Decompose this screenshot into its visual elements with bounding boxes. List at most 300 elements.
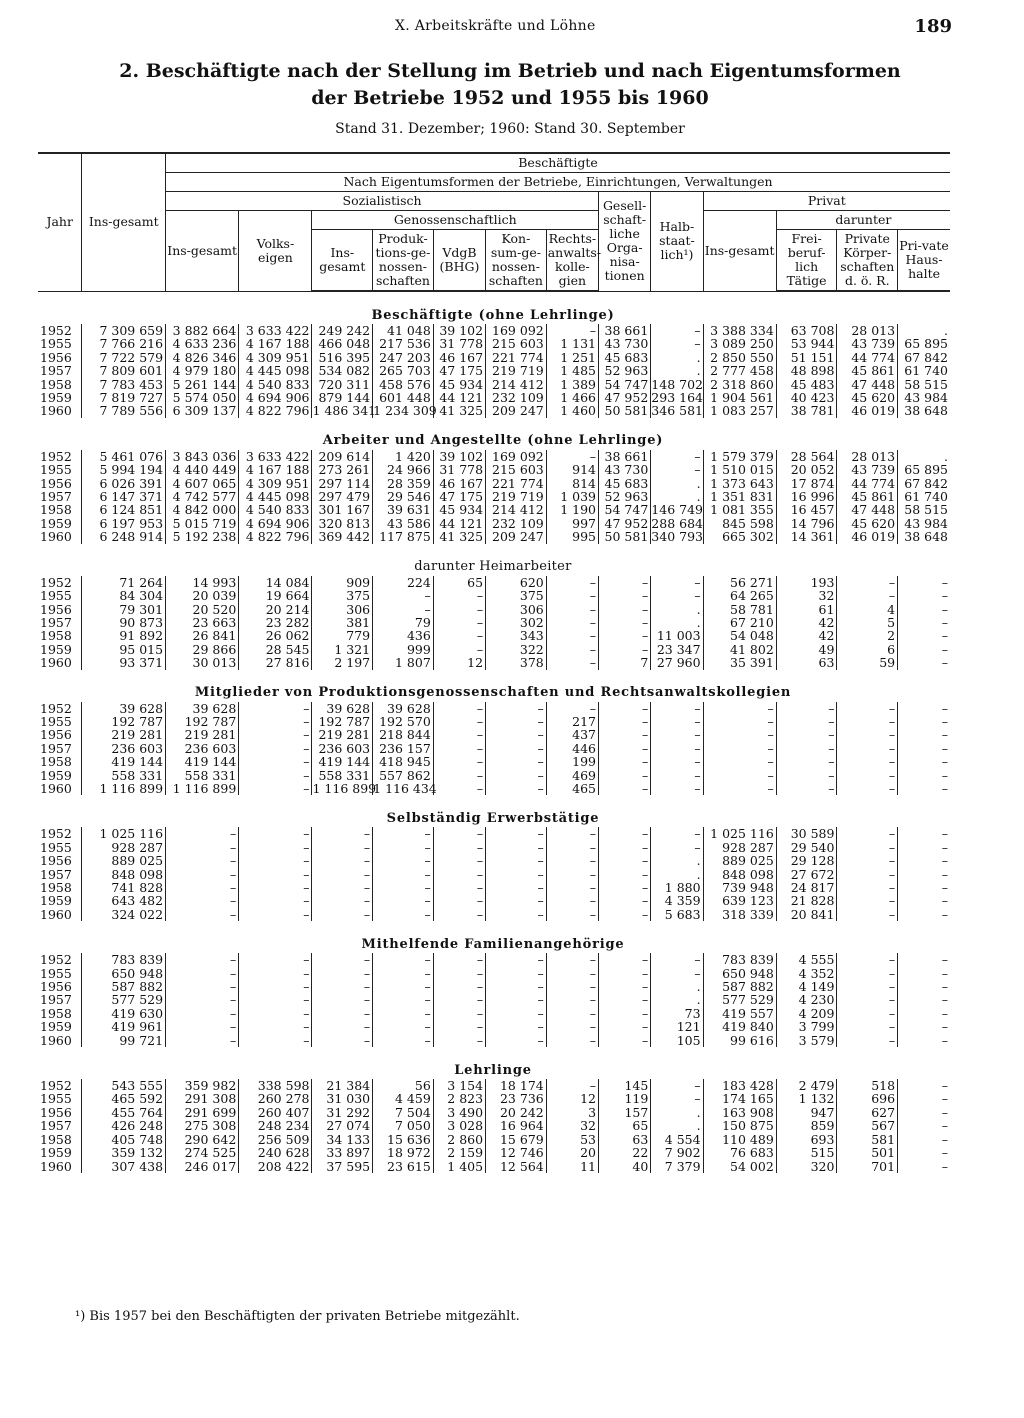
value-cell: 39 631	[373, 503, 434, 516]
value-cell: –	[898, 868, 950, 881]
year-cell: 1957	[40, 866, 72, 882]
value-cell: –	[166, 881, 239, 894]
value-cell: –	[239, 908, 312, 921]
value-cell: –	[239, 782, 312, 795]
value-cell: 3 579	[776, 1034, 837, 1047]
value-cell: 291 308	[166, 1092, 239, 1105]
value-cell: 275 308	[166, 1119, 239, 1132]
value-cell: 11 003	[651, 629, 703, 642]
value-cell: –	[898, 1079, 950, 1092]
section-title: Selbständig Erwerbstätige	[386, 810, 600, 826]
value-cell: –	[486, 755, 547, 768]
value-cell: 90 873	[82, 616, 166, 629]
value-cell: –	[433, 894, 485, 907]
value-cell: 31 292	[312, 1106, 373, 1119]
value-cell: 848 098	[703, 868, 776, 881]
value-cell: –	[486, 841, 547, 854]
value-cell: 7 766 216	[82, 337, 166, 350]
value-cell: 163 908	[703, 1106, 776, 1119]
value-cell: –	[239, 980, 312, 993]
value-cell: –	[599, 629, 651, 642]
value-cell: 64 265	[703, 589, 776, 602]
value-cell: 1 116 899	[166, 782, 239, 795]
value-cell: –	[486, 728, 547, 741]
value-cell: –	[373, 1020, 434, 1033]
value-cell: –	[837, 769, 898, 782]
value-cell: 221 774	[486, 477, 547, 490]
value-cell: 20 242	[486, 1106, 547, 1119]
value-cell: –	[312, 894, 373, 907]
value-cell: 7 902	[651, 1146, 703, 1159]
value-cell: 426 248	[82, 1119, 166, 1132]
value-cell: 65	[599, 1119, 651, 1132]
value-cell: 4 209	[776, 1007, 837, 1020]
value-cell: –	[599, 854, 651, 867]
value-cell: 2 159	[433, 1146, 485, 1159]
value-cell: –	[776, 702, 837, 715]
table-row	[38, 1034, 950, 1047]
value-cell: –	[312, 1020, 373, 1033]
year-cell: 1956	[40, 349, 72, 365]
value-cell: 199	[546, 755, 598, 768]
value-cell: –	[373, 854, 434, 867]
value-cell: 1 807	[373, 656, 434, 669]
value-cell: .	[651, 603, 703, 616]
value-cell: 291 699	[166, 1106, 239, 1119]
value-cell: –	[837, 589, 898, 602]
value-cell: 378	[486, 656, 547, 669]
year-cell: 1956	[40, 1104, 72, 1120]
value-cell: 45 934	[433, 378, 485, 391]
section-title: Mitglieder von Produktionsgenossenschaften und Rechtsanwaltskollegien	[194, 685, 792, 701]
value-cell: 515	[776, 1146, 837, 1159]
value-cell: –	[433, 603, 485, 616]
head-beschaeftigte: Beschäftigte	[166, 153, 950, 173]
value-cell: 741 828	[82, 881, 166, 894]
value-cell: 209 614	[312, 450, 373, 463]
value-cell: 43 984	[898, 517, 950, 530]
value-cell: –	[898, 702, 950, 715]
value-cell: 47 448	[837, 503, 898, 516]
value-cell: –	[599, 953, 651, 966]
value-cell: 4 822 796	[239, 530, 312, 543]
value-cell: 7 783 453	[82, 378, 166, 391]
value-cell: 914	[546, 463, 598, 476]
year-cell: 1956	[40, 979, 72, 995]
value-cell: 465 592	[82, 1092, 166, 1105]
value-cell: 338 598	[239, 1079, 312, 1092]
value-cell: 5 461 076	[82, 450, 166, 463]
value-cell: 419 144	[312, 755, 373, 768]
value-cell: 324 022	[82, 908, 166, 921]
table-row	[38, 490, 950, 503]
table-row	[38, 782, 950, 795]
value-cell: –	[599, 728, 651, 741]
value-cell: 219 281	[166, 728, 239, 741]
value-cell: 45 620	[837, 391, 898, 404]
value-cell: –	[546, 656, 598, 669]
value-cell: –	[373, 868, 434, 881]
value-cell: 192 787	[82, 715, 166, 728]
value-cell: –	[433, 616, 485, 629]
head-priv-insgesamt: Ins-gesamt	[703, 211, 776, 292]
value-cell: –	[312, 967, 373, 980]
value-cell: –	[898, 854, 950, 867]
value-cell: –	[166, 953, 239, 966]
value-cell: 39 628	[373, 702, 434, 715]
value-cell: 30 589	[776, 827, 837, 840]
value-cell: –	[433, 967, 485, 980]
value-cell: –	[599, 881, 651, 894]
value-cell: 240 628	[239, 1146, 312, 1159]
value-cell: 53 944	[776, 337, 837, 350]
section-heading-row	[38, 1047, 950, 1079]
value-cell: 232 109	[486, 517, 547, 530]
section-heading-row	[38, 670, 950, 702]
table-row	[38, 769, 950, 782]
year-cell: 1958	[40, 628, 72, 644]
value-cell: 3	[546, 1106, 598, 1119]
value-cell: 43 586	[373, 517, 434, 530]
year-cell: 1956	[40, 853, 72, 869]
value-cell: 293 164	[651, 390, 703, 406]
value-cell: –	[433, 589, 485, 602]
value-cell: 67 842	[898, 477, 950, 490]
value-cell: 577 529	[703, 993, 776, 1006]
value-cell: 214 412	[486, 503, 547, 516]
value-cell: –	[373, 993, 434, 1006]
value-cell: –	[239, 755, 312, 768]
value-cell: 38 661	[599, 450, 651, 463]
value-cell: 2 197	[312, 656, 373, 669]
year-cell: 1959	[40, 641, 72, 657]
value-cell: 639 123	[703, 894, 776, 907]
value-cell: 41 325	[433, 530, 485, 543]
table-row	[38, 391, 950, 404]
value-cell: 45 861	[837, 490, 898, 503]
value-cell: 46 019	[837, 530, 898, 543]
page-header	[0, 18, 1024, 42]
value-cell: 117 875	[373, 530, 434, 543]
value-cell: 848 098	[82, 868, 166, 881]
value-cell: 419 557	[703, 1007, 776, 1020]
table-row	[38, 702, 950, 715]
value-cell: –	[651, 576, 703, 589]
value-cell: 67 210	[703, 616, 776, 629]
table-row	[38, 503, 950, 516]
value-cell: –	[373, 827, 434, 840]
value-cell: 1 904 561	[703, 391, 776, 404]
value-cell: –	[486, 881, 547, 894]
value-cell: 419 961	[82, 1020, 166, 1033]
value-cell: 1 486 341	[312, 403, 377, 419]
value-cell: –	[239, 868, 312, 881]
value-cell: –	[312, 908, 373, 921]
year-cell: 1957	[40, 992, 72, 1008]
value-cell: 4 445 098	[239, 364, 312, 377]
value-cell: 534 082	[312, 364, 373, 377]
value-cell: 4	[837, 603, 898, 616]
value-cell: 29 128	[776, 854, 837, 867]
value-cell: 4 359	[651, 894, 703, 907]
value-cell: 21 828	[776, 894, 837, 907]
value-cell: 73	[651, 1007, 703, 1020]
value-cell: 458 576	[373, 378, 434, 391]
table-row	[38, 894, 950, 907]
value-cell: –	[312, 827, 373, 840]
value-cell: 265 703	[373, 364, 434, 377]
value-cell: –	[239, 715, 312, 728]
value-cell: –	[546, 450, 598, 463]
value-cell: 41 802	[703, 643, 776, 656]
value-cell: –	[239, 769, 312, 782]
table-row	[38, 881, 950, 894]
value-cell: 219 719	[486, 364, 547, 377]
section-title: Lehrlinge	[454, 1062, 532, 1078]
table-subtitle: Stand 31. Dezember; 1960: Stand 30. September	[335, 121, 685, 137]
value-cell: 236 603	[166, 742, 239, 755]
value-cell: –	[312, 881, 373, 894]
value-cell: 59	[837, 656, 898, 669]
value-cell: 14 361	[776, 530, 837, 543]
section-heading-row	[38, 921, 950, 953]
value-cell: –	[312, 854, 373, 867]
year-cell: 1959	[40, 515, 72, 531]
section-title: Mithelfende Familienangehörige	[361, 936, 625, 952]
year-cell: 1955	[40, 588, 72, 604]
year-cell: 1956	[40, 475, 72, 491]
head-genossenschaftlich: Genossenschaftlich	[312, 211, 599, 230]
value-cell: –	[486, 980, 547, 993]
value-cell: 1 510 015	[703, 463, 776, 476]
value-cell: 47 448	[837, 378, 898, 391]
table-row	[38, 1119, 950, 1132]
value-cell: 43 730	[599, 337, 651, 350]
value-cell: 3 843 036	[166, 450, 239, 463]
value-cell: –	[546, 1020, 598, 1033]
head-gen-insgesamt: Ins-gesamt	[312, 230, 373, 292]
year-cell: 1959	[40, 767, 72, 783]
value-cell: 236 157	[373, 742, 434, 755]
value-cell: 558 331	[312, 769, 373, 782]
value-cell: 40 423	[776, 391, 837, 404]
value-cell: 45 683	[599, 477, 651, 490]
value-cell: 150 875	[703, 1119, 776, 1132]
employment-table	[38, 152, 950, 1173]
value-cell: 7 819 727	[82, 391, 166, 404]
table-title	[80, 58, 940, 112]
value-cell: 23 347	[651, 643, 703, 656]
value-cell: 814	[546, 477, 598, 490]
value-cell: 39 102	[433, 450, 485, 463]
value-cell: 71 264	[82, 576, 166, 589]
value-cell: 5 015 719	[166, 517, 239, 530]
value-cell: –	[433, 980, 485, 993]
value-cell: 5 574 050	[166, 391, 239, 404]
value-cell: 273 261	[312, 463, 373, 476]
value-cell: 54 747	[599, 503, 651, 516]
value-cell: 219 719	[486, 490, 547, 503]
value-cell: –	[651, 702, 703, 715]
value-cell: 1 025 116	[82, 827, 166, 840]
value-cell: –	[837, 1034, 898, 1047]
value-cell: 306	[312, 603, 373, 616]
year-cell: 1956	[40, 727, 72, 743]
value-cell: –	[546, 841, 598, 854]
value-cell: 643 482	[82, 894, 166, 907]
value-cell: 620	[486, 576, 547, 589]
value-cell: 65 895	[898, 463, 950, 476]
value-cell: 297 479	[312, 490, 373, 503]
value-cell: –	[239, 953, 312, 966]
table-body	[38, 291, 950, 1173]
value-cell: –	[239, 881, 312, 894]
value-cell: .	[651, 351, 703, 364]
value-cell: –	[546, 827, 598, 840]
table-head	[38, 153, 950, 291]
value-cell: –	[651, 337, 703, 350]
value-cell: 54 002	[703, 1160, 776, 1173]
value-cell: 84 304	[82, 589, 166, 602]
table-row	[38, 450, 950, 463]
value-cell: 260 278	[239, 1092, 312, 1105]
table-row	[38, 993, 950, 1006]
value-cell: 63	[776, 656, 837, 669]
value-cell: –	[166, 1020, 239, 1033]
value-cell: –	[546, 643, 598, 656]
value-cell: –	[898, 993, 950, 1006]
value-cell: 557 862	[373, 769, 434, 782]
value-cell: 54 048	[703, 629, 776, 642]
value-cell: –	[651, 782, 703, 795]
value-cell: 79	[373, 616, 434, 629]
value-cell: 909	[312, 576, 373, 589]
value-cell: 4 352	[776, 967, 837, 980]
value-cell: 693	[776, 1133, 837, 1146]
value-cell: 47 175	[433, 490, 485, 503]
value-cell: 31 778	[433, 337, 485, 350]
value-cell: 54 747	[599, 378, 651, 391]
value-cell: –	[599, 908, 651, 921]
value-cell: 38 648	[898, 530, 950, 543]
table-row	[38, 324, 950, 337]
value-cell: 381	[312, 616, 373, 629]
value-cell: 47 175	[433, 364, 485, 377]
table-row	[38, 953, 950, 966]
value-cell: 446	[546, 742, 598, 755]
value-cell: –	[239, 1034, 312, 1047]
year-cell: 1955	[40, 839, 72, 855]
head-produktionsgenossenschaften: Produk-tions-ge-nossen-schaften	[373, 230, 434, 292]
value-cell: 47 952	[599, 517, 651, 530]
value-cell: 1 420	[373, 450, 434, 463]
value-cell: 50 581	[599, 530, 651, 543]
value-cell: –	[239, 967, 312, 980]
year-cell: 1955	[40, 336, 72, 352]
value-cell: 99 721	[82, 1034, 166, 1047]
value-cell: –	[486, 967, 547, 980]
head-vdgb: VdgB (BHG)	[433, 230, 485, 292]
value-cell: –	[599, 1020, 651, 1033]
value-cell: –	[433, 629, 485, 642]
value-cell: –	[898, 656, 950, 669]
value-cell: 42	[776, 616, 837, 629]
value-cell: –	[433, 1020, 485, 1033]
value-cell: 6	[837, 643, 898, 656]
value-cell: –	[837, 908, 898, 921]
value-cell: 38 648	[898, 404, 950, 417]
value-cell: 1 039	[546, 490, 598, 503]
value-cell: 28 564	[776, 450, 837, 463]
value-cell: 31 778	[433, 463, 485, 476]
year-cell: 1959	[40, 1145, 72, 1161]
value-cell: 6 147 371	[82, 490, 166, 503]
value-cell: 3 633 422	[239, 450, 312, 463]
table-row	[38, 1146, 950, 1159]
value-cell: 288 684	[651, 515, 703, 531]
value-cell: –	[312, 841, 373, 854]
value-cell: –	[898, 755, 950, 768]
value-cell: –	[837, 576, 898, 589]
value-cell: 28 545	[239, 643, 312, 656]
value-cell: –	[776, 715, 837, 728]
value-cell: –	[898, 881, 950, 894]
value-cell: 157	[599, 1106, 651, 1119]
value-cell: 375	[486, 589, 547, 602]
value-cell: –	[373, 953, 434, 966]
value-cell: 7	[599, 656, 651, 669]
value-cell: –	[166, 967, 239, 980]
value-cell: 375	[312, 589, 373, 602]
value-cell: 739 948	[703, 881, 776, 894]
value-cell: 307 438	[82, 1160, 166, 1173]
value-cell: 192 570	[373, 715, 434, 728]
value-cell: –	[898, 953, 950, 966]
value-cell: –	[599, 894, 651, 907]
value-cell: –	[898, 980, 950, 993]
table-row	[38, 616, 950, 629]
table-row	[38, 351, 950, 364]
year-cell: 1959	[40, 1019, 72, 1035]
value-cell: 28 013	[837, 324, 898, 337]
value-cell: –	[898, 782, 950, 795]
head-volkseigen: Volks-eigen	[239, 211, 312, 292]
value-cell: –	[837, 782, 898, 795]
value-cell: 1 373 643	[703, 477, 776, 490]
value-cell: 99 616	[703, 1034, 776, 1047]
value-cell: –	[837, 827, 898, 840]
head-rechtsanwaltskollegien: Rechts-anwalts-kolle-gien	[546, 230, 598, 292]
value-cell: 27 960	[651, 656, 703, 669]
value-cell: 1 083 257	[703, 404, 776, 417]
value-cell: –	[898, 715, 950, 728]
year-cell: 1952	[40, 826, 72, 842]
table-row	[38, 1160, 950, 1173]
value-cell: –	[776, 742, 837, 755]
value-cell: .	[651, 364, 703, 377]
title-line-2: der Betriebe 1952 und 1955 bis 1960	[311, 87, 709, 109]
table-row	[38, 868, 950, 881]
value-cell: 12 564	[486, 1160, 547, 1173]
value-cell: –	[599, 1034, 651, 1047]
table-row	[38, 841, 950, 854]
table-row	[38, 1092, 950, 1105]
value-cell: 928 287	[703, 841, 776, 854]
year-cell: 1960	[40, 1032, 72, 1048]
year-cell: 1956	[40, 601, 72, 617]
value-cell: –	[776, 755, 837, 768]
value-cell: –	[651, 827, 703, 840]
